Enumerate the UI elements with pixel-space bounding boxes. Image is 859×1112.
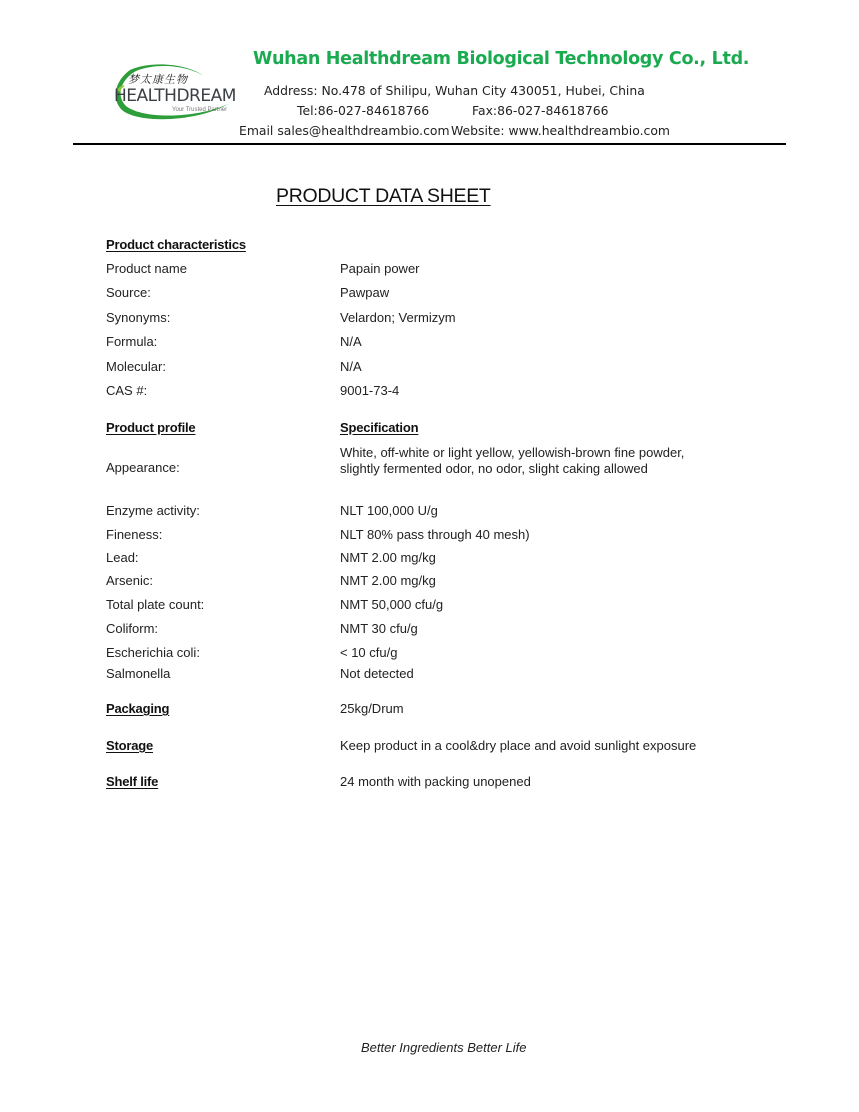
row-label: Product name — [106, 261, 187, 276]
row-label: Formula: — [106, 334, 158, 349]
row-label: Salmonella — [106, 666, 171, 681]
row-label: Fineness: — [106, 527, 163, 542]
row-label: Total plate count: — [106, 597, 205, 612]
row-label: Lead: — [106, 550, 139, 565]
section-heading-label: Product characteristics — [106, 237, 246, 252]
row-label: Source: — [106, 285, 151, 300]
footer-slogan: Better Ingredients Better Life — [361, 1040, 527, 1055]
row-value: NMT 2.00 mg/kg — [340, 573, 436, 588]
row-value: White, off-white or light yellow, yellowish-brown fine powder, slightly fermented odor, no odor, slight caking allowed — [340, 445, 685, 476]
row-label: Coliform: — [106, 621, 159, 636]
company-email: Email sales@healthdreambio.com — [239, 123, 450, 138]
row-value: Not detected — [340, 666, 414, 681]
row-label: Appearance: — [106, 460, 180, 475]
shelf-life-heading: Shelf life — [106, 774, 159, 789]
row-value: NMT 50,000 cfu/g — [340, 597, 444, 612]
logo-wordmark: HEALTHDREAM — [114, 86, 236, 106]
table-row — [106, 445, 746, 493]
row-value: NLT 100,000 U/g — [340, 503, 438, 518]
row-value: 9001-73-4 — [340, 383, 400, 398]
company-fax: Fax:86-027-84618766 — [472, 103, 609, 118]
row-value: NMT 30 cfu/g — [340, 621, 418, 636]
company-name: Wuhan Healthdream Biological Technology Co., Ltd. — [253, 49, 750, 69]
shelf-life-value: 24 month with packing unopened — [340, 774, 531, 789]
row-value: Velardon; Vermizym — [340, 310, 456, 325]
company-logo — [108, 60, 236, 124]
row-label: Arsenic: — [106, 573, 153, 588]
row-label: CAS #: — [106, 383, 148, 398]
row-value: NMT 2.00 mg/kg — [340, 550, 436, 565]
row-value: < 10 cfu/g — [340, 645, 398, 660]
section-heading-label: Product profile — [106, 420, 196, 435]
page-title: PRODUCT DATA SHEET — [276, 185, 491, 207]
row-value: Papain power — [340, 261, 420, 276]
row-label: Molecular: — [106, 359, 166, 374]
row-value: NLT 80% pass through 40 mesh) — [340, 527, 530, 542]
logo-tagline: Your Trusted Partner — [172, 107, 228, 113]
row-value: Pawpaw — [340, 285, 390, 300]
row-label: Synonyms: — [106, 310, 171, 325]
row-value: N/A — [340, 359, 362, 374]
header-divider — [73, 143, 786, 145]
company-website: Website: www.healthdreambio.com — [451, 123, 670, 138]
company-address: Address: No.478 of Shilipu, Wuhan City 430051, Hubei, China — [264, 83, 645, 98]
row-value: N/A — [340, 334, 362, 349]
row-label: Enzyme activity: — [106, 503, 200, 518]
spec-heading-label: Specification — [340, 420, 419, 435]
storage-value: Keep product in a cool&dry place and avoid sunlight exposure — [340, 738, 697, 753]
packaging-value: 25kg/Drum — [340, 701, 404, 716]
packaging-heading: Packaging — [106, 701, 170, 716]
company-tel: Tel:86-027-84618766 — [297, 103, 430, 118]
storage-heading: Storage — [106, 738, 154, 753]
row-label: Escherichia coli: — [106, 645, 200, 660]
logo-chinese-text: 梦太康生物 — [128, 73, 188, 86]
